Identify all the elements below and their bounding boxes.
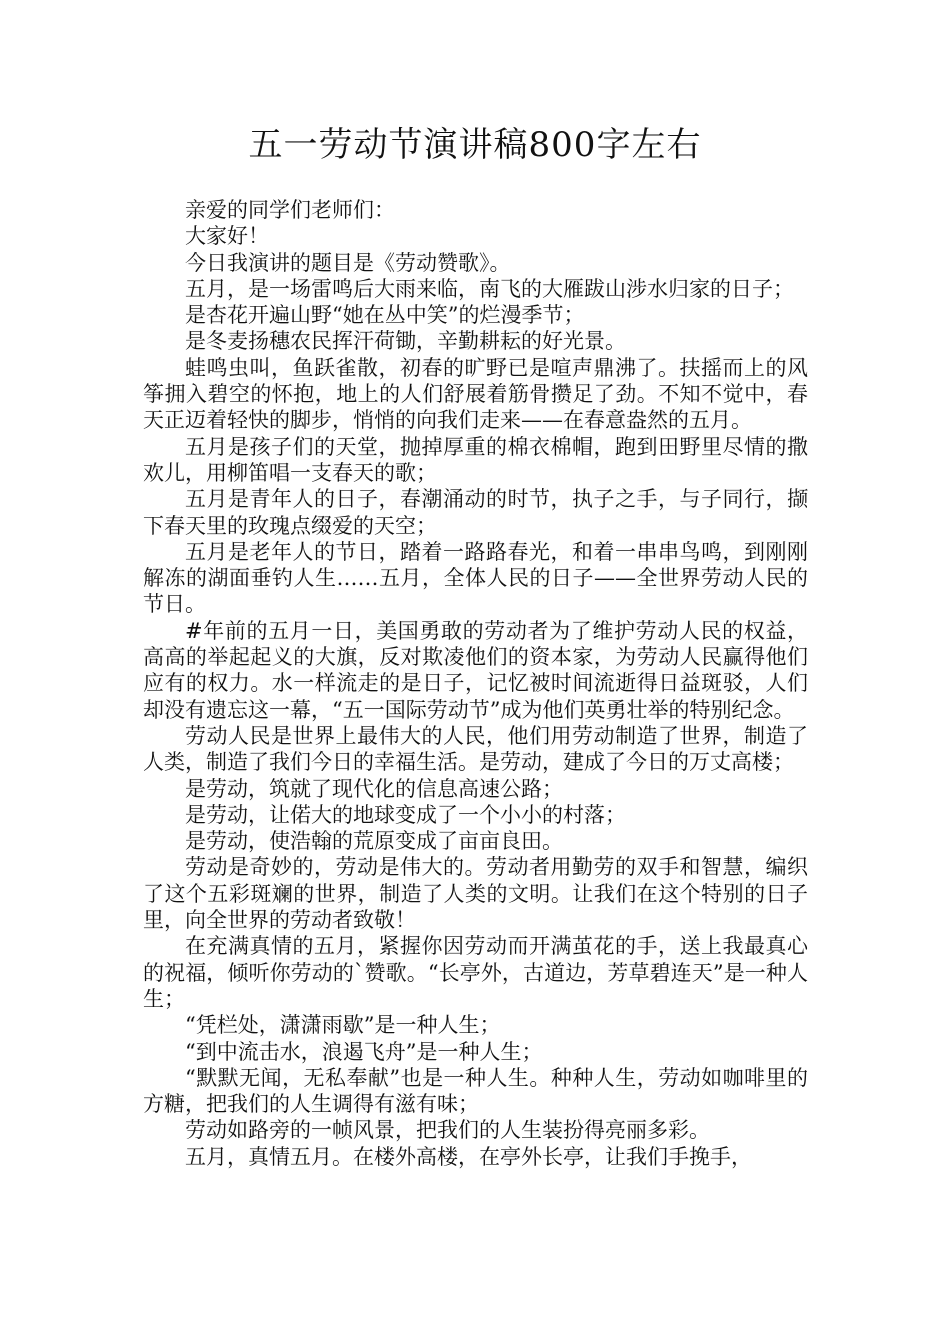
paragraph: 是劳动，筑就了现代化的信息高速公路； xyxy=(185,776,563,801)
paragraph: 在充满真情的五月，紧握你因劳动而开满茧花的手，送上我最真心的祝福，倾听你劳动的`赞歌。“长亭外，古道边，芳草碧连天”是一种人生； xyxy=(143,934,808,1011)
paragraph: 五月是老年人的节日，踏着一路路春光，和着一串串鸟鸣，到刚刚解冻的湖面垂钓人生……五月，全体人民的日子——全世界劳动人民的节日。 xyxy=(143,539,808,617)
paragraph: 今日我演讲的题目是《劳动赞歌》。 xyxy=(185,250,511,275)
paragraph: 大家好！ xyxy=(185,224,269,249)
paragraph: 五月，是一场雷鸣后大雨来临，南飞的大雁跋山涉水归家的日子； xyxy=(185,276,794,301)
paragraph: 五月，真情五月。在楼外高楼，在亭外长亭，让我们手挽手， xyxy=(185,1144,752,1169)
paragraph: 五月是孩子们的天堂，抛掉厚重的棉衣棉帽，跑到田野里尽情的撒欢儿，用柳笛唱一支春天的歌； xyxy=(143,434,808,485)
document-title: 五一劳动节演讲稿800字左右 xyxy=(248,125,702,165)
paragraph: “凭栏处，潇潇雨歇”是一种人生； xyxy=(185,1013,501,1038)
paragraph: 蛙鸣虫叫，鱼跃雀散，初春的旷野已是喧声鼎沸了。扶摇而上的风筝拥入碧空的怀抱，地上的人们舒展着筋骨攒足了劲。不知不觉中，春天正迈着轻快的脚步，悄悄的向我们走来——在春意盎然的五月。 xyxy=(143,355,808,433)
paragraph: 劳动人民是世界上最伟大的人民，他们用劳动制造了世界，制造了人类，制造了我们今日的幸福生活。是劳动，建成了今日的万丈高楼； xyxy=(143,723,808,775)
paragraph: “默默无闻，无私奉献”也是一种人生。种种人生，劳动如咖啡里的方糖，把我们的人生调得有滋有味； xyxy=(143,1065,808,1117)
paragraph: 五月是青年人的日子，春潮涌动的时节，执子之手，与子同行，撷下春天里的玫瑰点缀爱的天空； xyxy=(143,487,808,538)
paragraph: 劳动如路旁的一帧风景，把我们的人生装扮得亮丽多彩。 xyxy=(185,1118,710,1143)
paragraph: 是杏花开遍山野“她在丛中笑”的烂漫季节； xyxy=(185,303,585,328)
paragraph: 劳动是奇妙的，劳动是伟大的。劳动者用勤劳的双手和智慧，编织了这个五彩斑斓的世界，制造了人类的文明。让我们在这个特别的日子里，向全世界的劳动者致敬！ xyxy=(143,855,808,933)
paragraph: 是劳动，使浩翰的荒原变成了亩亩良田。 xyxy=(185,829,563,854)
paragraph: “到中流击水，浪遏飞舟”是一种人生； xyxy=(185,1039,543,1064)
document-body xyxy=(143,197,808,1170)
paragraph: 是冬麦扬穗农民挥汗荷锄，辛勤耕耘的好光景。 xyxy=(185,329,626,354)
paragraph: 是劳动，让偌大的地球变成了一个小小的村落； xyxy=(185,802,626,827)
paragraph: 亲爱的同学们老师们： xyxy=(185,198,395,222)
paragraph: #年前的五月一日，美国勇敢的劳动者为了维护劳动人民的权益，高高的举起起义的大旗，反对欺凌他们的资本家，为劳动人民赢得他们应有的权力。水一样流走的是日子，记忆被时间流逝得日益斑驳，人们却没有遗忘这一幕，“五一国际劳动节”成为他们英勇壮举的特别纪念。 xyxy=(143,618,808,722)
